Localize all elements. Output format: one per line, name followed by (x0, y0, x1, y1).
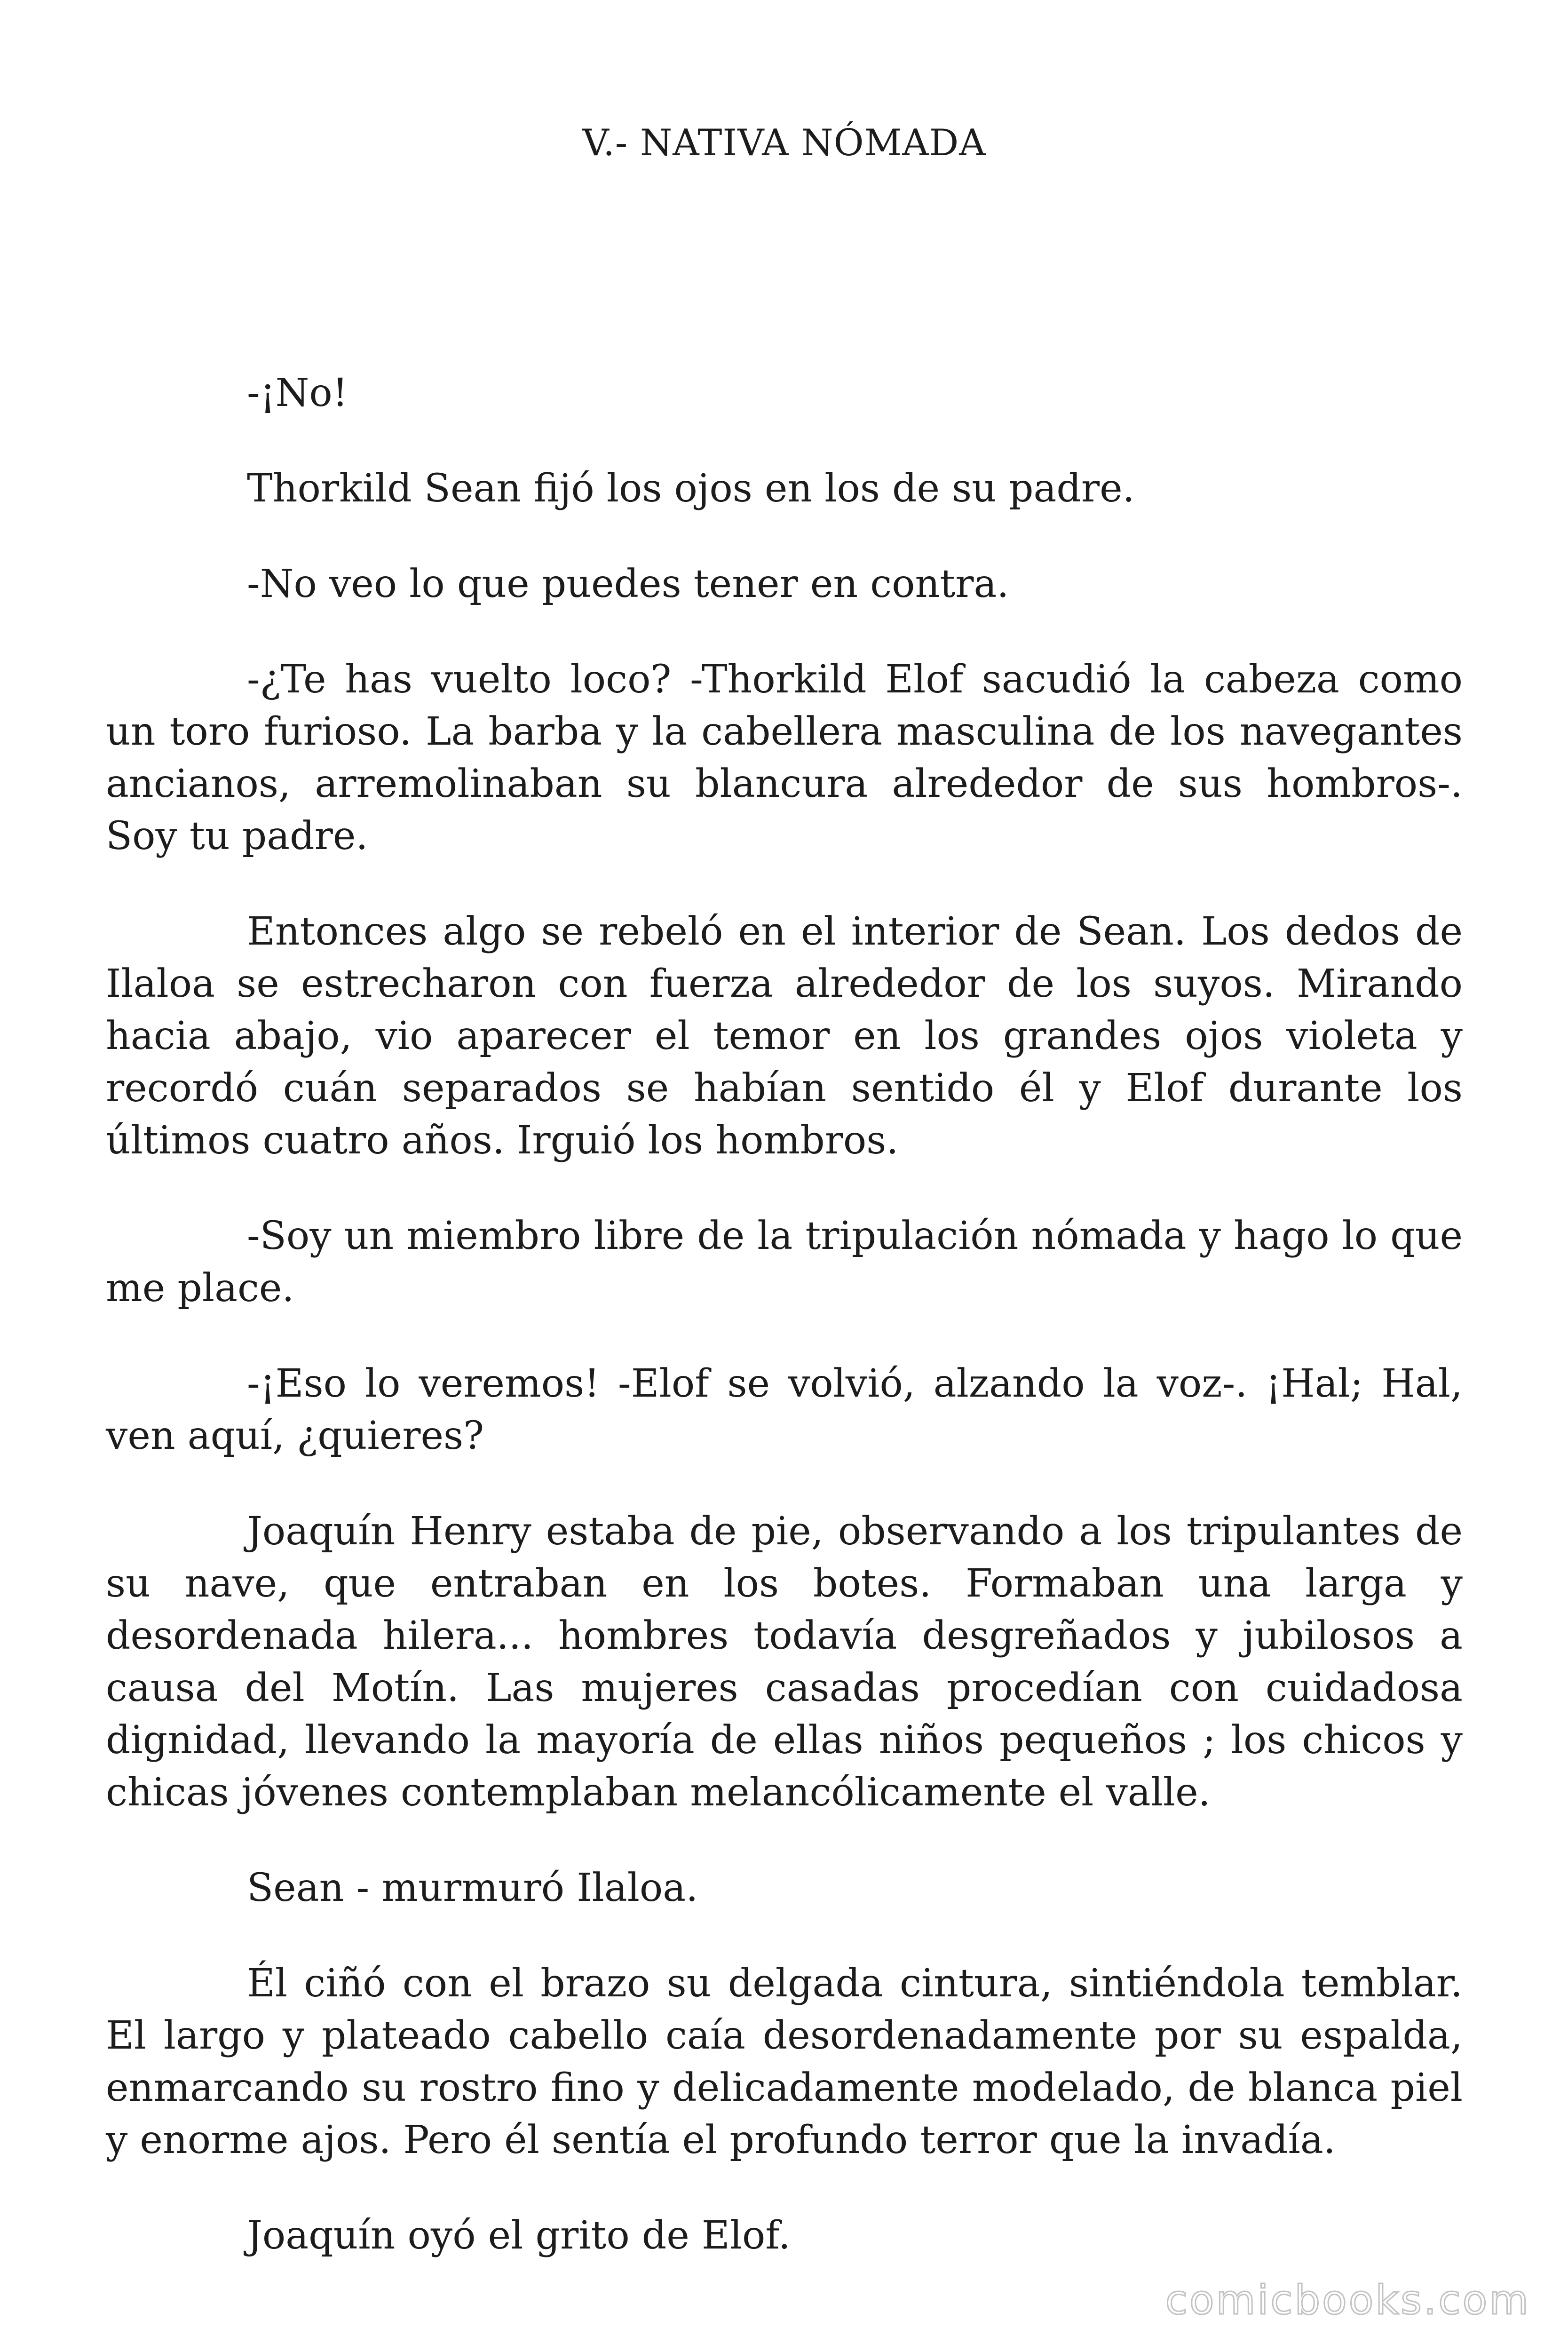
paragraph: -¡Eso lo veremos! -Elof se volvió, alzando la voz-. ¡Hal; Hal, ven aquí, ¿quieres? (106, 1361, 1463, 1458)
paragraph: Sean - murmuró Ilaloa. (247, 1866, 698, 1910)
paragraph: -Soy un miembro libre de la tripulación nómada y hago lo que me place. (106, 1214, 1463, 1311)
paragraph: -No veo lo que puedes tener en contra. (247, 562, 1009, 606)
paragraph: Él ciñó con el brazo su delgada cintura, sintiéndola temblar. El largo y plateado cabello caía desordenadamente por su espalda, enmarcando su rostro fino y delicadamente modelado, de blanca piel y enorme ajos. Pero él sentía el profundo terror que la invadía. (106, 1961, 1463, 2162)
body-text (106, 367, 1463, 2305)
book-page (106, 0, 1463, 2352)
paragraph: Thorkild Sean fijó los ojos en los de su padre. (247, 466, 1135, 511)
paragraph: Entonces algo se rebeló en el interior de Sean. Los dedos de Ilaloa se estrecharon con fuerza alrededor de los suyos. Mirando hacia abajo, vio aparecer el temor en los grandes ojos violeta y recordó cuán separados se habían sentido él y Elof durante los últimos cuatro años. Irguió los hombros. (106, 909, 1463, 1163)
paragraph: Joaquín oyó el grito de Elof. (247, 2213, 791, 2258)
paragraph: -¡No! (247, 371, 348, 415)
paragraph: -¿Te has vuelto loco? -Thorkild Elof sacudió la cabeza como un toro furioso. La barba y la cabellera masculina de los navegantes ancianos, arremolinaban su blancura alrededor de sus hombros-. Soy tu padre. (106, 657, 1463, 858)
watermark: comicbooks.com (1165, 2277, 1530, 2324)
paragraph: Joaquín Henry estaba de pie, observando a los tripulantes de su nave, que entraban en los botes. Formaban una larga y desordenada hilera... hombres todavía desgreñados y jubilosos a causa del Motín. Las mujeres casadas procedían con cuidadosa dignidad, llevando la mayoría de ellas niños pequeños ; los chicos y chicas jóvenes contemplaban melancólicamente el valle. (106, 1509, 1463, 1815)
chapter-title: V.- NATIVA NÓMADA (582, 122, 986, 164)
